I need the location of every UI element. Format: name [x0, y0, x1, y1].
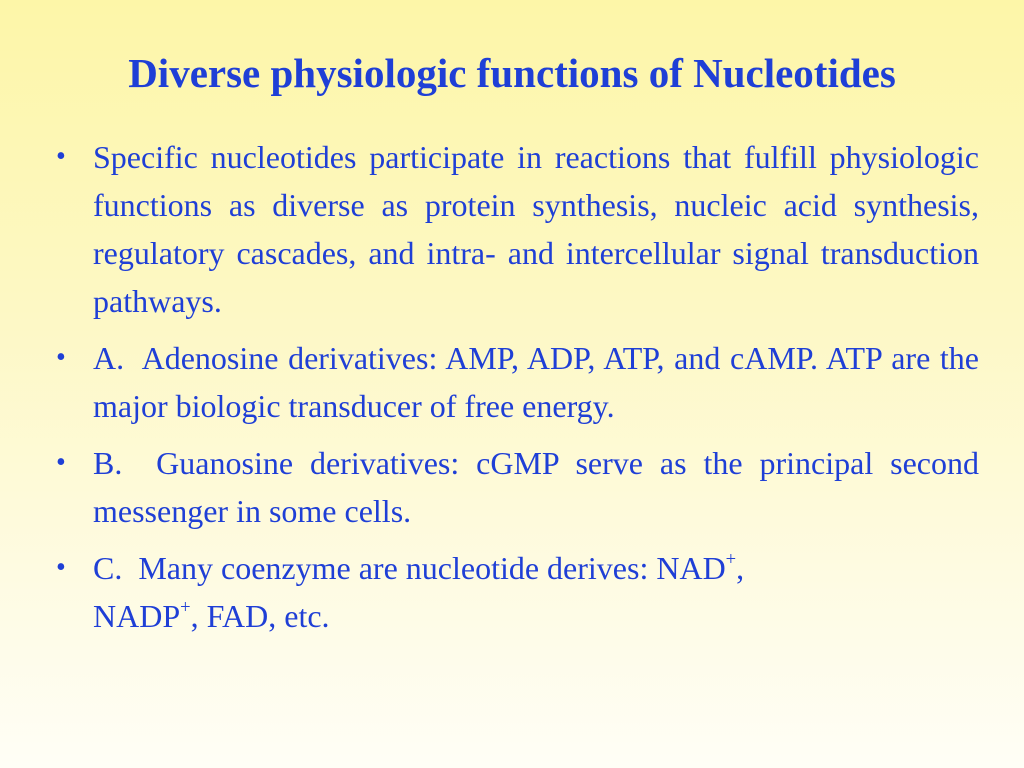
bullet-text: B. Guanosine derivatives: cGMP serve as the principal second messenger in some cells. — [93, 445, 979, 529]
bullet-dot-icon: • — [56, 342, 66, 373]
superscript-plus: + — [180, 597, 191, 619]
bullet-text-part: , — [736, 550, 745, 586]
bullet-text-part: , FAD, etc. — [190, 598, 330, 634]
bullet-item-2 — [52, 334, 979, 430]
bullet-dot-icon: • — [56, 447, 66, 478]
bullet-list — [52, 133, 979, 649]
superscript-plus: + — [725, 549, 737, 571]
bullet-item-1 — [52, 133, 979, 325]
slide-title: Diverse physiologic functions of Nucleotides — [128, 50, 896, 96]
bullet-dot-icon: • — [56, 552, 66, 583]
bullet-text — [93, 544, 979, 640]
bullet-text-part: C. Many coenzyme are nucleotide derives: NAD — [93, 550, 726, 586]
bullet-text: A. Adenosine derivatives: AMP, ADP, ATP, and cAMP. ATP are the major biologic transducer of free energy. — [93, 340, 979, 424]
bullet-dot-icon: • — [56, 141, 66, 172]
bullet-item-4 — [52, 544, 979, 640]
bullet-text-part: NADP — [93, 598, 181, 634]
bullet-item-3 — [52, 439, 979, 535]
bullet-text: Specific nucleotides participate in reactions that fulfill physiologic functions as diverse as protein synthesis, nucleic acid synthesis, regulatory cascades, and intra- and intercellular signal transduction pathways. — [93, 139, 979, 319]
